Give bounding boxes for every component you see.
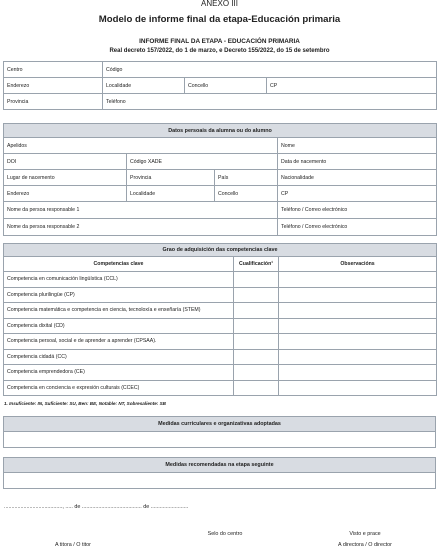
- place-date-line[interactable]: ......................................., ..... de ........................................ de .........................: [4, 504, 189, 510]
- report-subtitle: INFORME FINAL DA ETAPA - EDUCACIÓN PRIMARIA: [139, 38, 300, 45]
- competence-name: Competencia emprendedora (CE): [4, 365, 234, 381]
- personal-data-table: [3, 123, 437, 236]
- observacions-column-header: Observacións: [279, 257, 437, 272]
- provincia-field[interactable]: Provincia: [127, 170, 215, 186]
- competencias-column-header: Competencias clave: [4, 257, 234, 272]
- observacions-cell[interactable]: [279, 287, 437, 303]
- recommended-measures-table: [3, 457, 436, 489]
- telefono-field[interactable]: Teléfono: [103, 94, 437, 110]
- doi-field[interactable]: DOI: [4, 154, 127, 170]
- cualificacion-cell[interactable]: [234, 303, 279, 319]
- telefono-correo-2-field[interactable]: Teléfono / Correo electrónico: [278, 219, 437, 236]
- observacions-cell[interactable]: [279, 334, 437, 350]
- telefono-correo-1-field[interactable]: Teléfono / Correo electrónico: [278, 202, 437, 219]
- cualificacion-column-header: Cualificación¹: [234, 257, 279, 272]
- cualificacion-cell[interactable]: [234, 318, 279, 334]
- enderezo-field[interactable]: Enderezo: [4, 78, 103, 94]
- visto-prace-label: Visto e prace: [349, 531, 381, 537]
- competence-name: Competencia plurilingüe (CP): [4, 287, 234, 303]
- table-row: [4, 303, 437, 319]
- competence-name: Competencia cidadá (CC): [4, 349, 234, 365]
- cualificacion-cell[interactable]: [234, 334, 279, 350]
- school-data-table: [3, 61, 437, 110]
- table-row: [4, 365, 437, 381]
- recommended-measures-field[interactable]: [4, 473, 436, 489]
- school-seal-label: Selo do centro: [207, 531, 243, 537]
- table-row: [4, 380, 437, 396]
- table-row: [4, 318, 437, 334]
- cualificacion-cell[interactable]: [234, 380, 279, 396]
- competences-heading: Grao de adquisición das competencias clave: [4, 244, 437, 257]
- annex-label: ANEXO III: [201, 0, 238, 8]
- curricular-measures-field[interactable]: [4, 432, 436, 448]
- qualification-footnote: 1. Insuficiente: IN, Suficiente: SU, Ben: BE, Notable: NT, Sobresaliente: SB: [4, 401, 166, 406]
- pais-field[interactable]: País: [215, 170, 278, 186]
- tutor-signature-label: A titora / O titor: [55, 542, 91, 548]
- nacionalidade-field[interactable]: Nacionalidade: [278, 170, 437, 186]
- observacions-cell[interactable]: [279, 272, 437, 288]
- nome-field[interactable]: Nome: [278, 138, 437, 154]
- decree-reference: Real decreto 157/2022, do 1 de marzo, e Decreto 155/2022, do 15 de setembro: [109, 48, 330, 54]
- lugar-nacemento-field[interactable]: Lugar de nacemento: [4, 170, 127, 186]
- cp-field[interactable]: CP: [278, 186, 437, 202]
- recommended-measures-heading: Medidas recomendadas na etapa seguinte: [4, 458, 436, 473]
- concello-field[interactable]: Concello: [185, 78, 267, 94]
- cp-field[interactable]: CP: [267, 78, 437, 94]
- localidade-field[interactable]: Localidade: [103, 78, 185, 94]
- observacions-cell[interactable]: [279, 349, 437, 365]
- observacions-cell[interactable]: [279, 303, 437, 319]
- enderezo-field[interactable]: Enderezo: [4, 186, 127, 202]
- codigo-field[interactable]: Código: [103, 62, 437, 78]
- curricular-measures-heading: Medidas curriculares e organizativas adoptadas: [4, 417, 436, 432]
- cualificacion-cell[interactable]: [234, 287, 279, 303]
- competence-name: Competencia matemática e competencia en ciencia, tecnoloxía e enxeñaría (STEM): [4, 303, 234, 319]
- cualificacion-cell[interactable]: [234, 272, 279, 288]
- apelidos-field[interactable]: Apelidos: [4, 138, 278, 154]
- localidade-field[interactable]: Localidade: [127, 186, 215, 202]
- codigo-xade-field[interactable]: Código XADE: [127, 154, 278, 170]
- competence-name: Competencia persoal, social e de aprender a aprender (CPSAA).: [4, 334, 234, 350]
- table-row: [4, 287, 437, 303]
- page-title: Modelo de informe final da etapa-Educación primaria: [98, 14, 341, 25]
- centro-field[interactable]: Centro: [4, 62, 103, 78]
- director-signature-label: A directora / O director: [338, 542, 392, 548]
- cualificacion-cell[interactable]: [234, 349, 279, 365]
- competence-name: Competencia dixital (CD): [4, 318, 234, 334]
- personal-data-heading: Datos persoais da alumna ou do alumno: [4, 124, 437, 138]
- responsable1-field[interactable]: Nome da persoa responsable 1: [4, 202, 278, 219]
- competences-table: [3, 243, 437, 396]
- observacions-cell[interactable]: [279, 365, 437, 381]
- observacions-cell[interactable]: [279, 380, 437, 396]
- competence-name: Competencia en conciencia e expresión culturais (CCEC): [4, 380, 234, 396]
- concello-field[interactable]: Concello: [215, 186, 278, 202]
- data-nacemento-field[interactable]: Data de nacemento: [278, 154, 437, 170]
- cualificacion-cell[interactable]: [234, 365, 279, 381]
- responsable2-field[interactable]: Nome da persoa responsable 2: [4, 219, 278, 236]
- table-row: [4, 334, 437, 350]
- provincia-field[interactable]: Provincia: [4, 94, 103, 110]
- table-row: [4, 349, 437, 365]
- table-row: [4, 272, 437, 288]
- curricular-measures-table: [3, 416, 436, 448]
- observacions-cell[interactable]: [279, 318, 437, 334]
- competence-name: Competencia en comunicación lingüística (CCL): [4, 272, 234, 288]
